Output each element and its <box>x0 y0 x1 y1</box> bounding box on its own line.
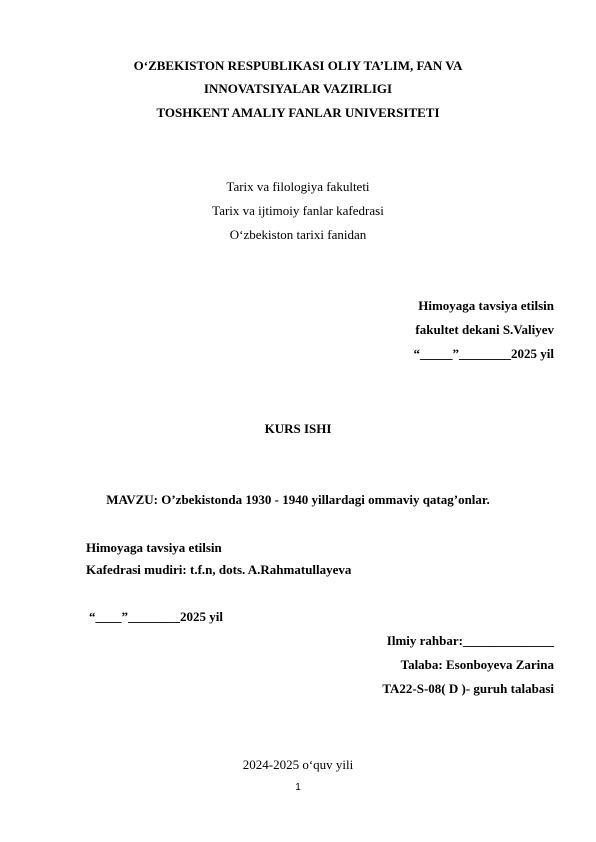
dean-name: fakultet dekani S.Valiyev <box>415 322 554 337</box>
student-group: TA22-S-08( D )- guruh talabasi <box>382 681 554 696</box>
dean-approval-date: “_____”________2025 yil <box>413 346 554 361</box>
supervisor-line: Ilmiy rahbar:______________ <box>386 633 554 648</box>
subject-name: O‘zbekiston tarixi fanidan <box>229 227 367 242</box>
student-name: Talaba: Esonboyeva Zarina <box>400 657 554 672</box>
university-name: TOSHKENT AMALIY FANLAR UNIVERSITETI <box>156 105 440 120</box>
ministry-title-line2: INNOVATSIYALAR VAZIRLIGI <box>203 81 393 96</box>
topic-line: MAVZU: O’zbekistonda 1930 - 1940 yillardagi ommaviy qatag’onlar. <box>106 492 490 507</box>
dept-approval-heading: Himoyaga tavsiya etilsin <box>86 540 222 555</box>
dept-head-name: Kafedrasi mudiri: t.f.n, dots. A.Rahmatullayeva <box>86 562 352 577</box>
department-name: Tarix va ijtimoiy fanlar kafedrasi <box>212 203 384 218</box>
dean-approval-heading: Himoyaga tavsiya etilsin <box>418 298 554 313</box>
academic-year: 2024-2025 o‘quv yili <box>242 757 354 772</box>
faculty-name: Tarix va filologiya fakulteti <box>226 179 370 194</box>
page-number: 1 <box>295 782 301 793</box>
dept-approval-date: “____”________2025 yil <box>89 609 223 624</box>
ministry-title-line1: O‘ZBEKISTON RESPUBLIKASI OLIY TA’LIM, FAN VA <box>133 58 463 73</box>
document-title: KURS ISHI <box>264 421 332 436</box>
